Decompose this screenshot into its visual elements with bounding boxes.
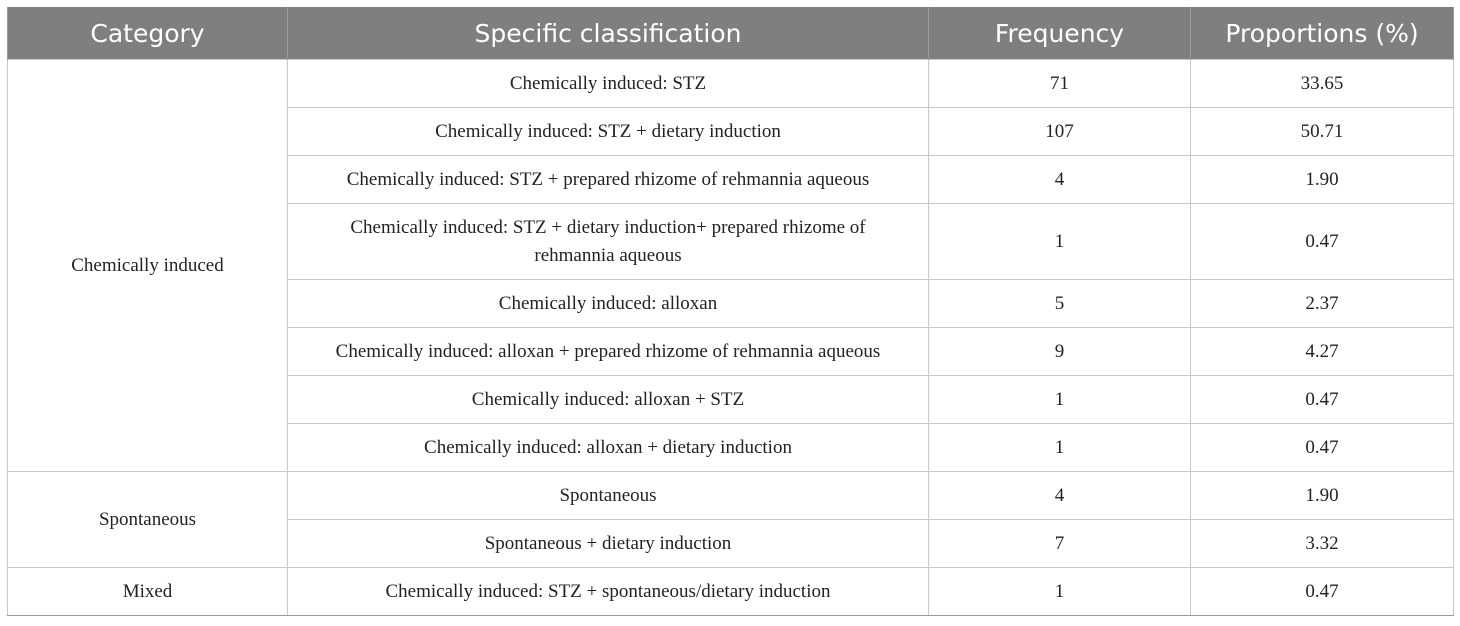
- proportion-cell: 0.47: [1191, 568, 1454, 616]
- table-header: [8, 7, 1454, 60]
- classification-cell: Spontaneous + dietary induction: [288, 520, 929, 568]
- classification-cell: Spontaneous: [288, 472, 929, 520]
- proportion-cell: 50.71: [1191, 108, 1454, 156]
- classification-cell: Chemically induced: alloxan + dietary induction: [288, 424, 929, 472]
- frequency-cell: 7: [929, 520, 1191, 568]
- table-container: [7, 7, 1453, 616]
- category-cell: Spontaneous: [8, 472, 288, 568]
- category-cell: Mixed: [8, 568, 288, 616]
- classification-cell: Chemically induced: STZ: [288, 60, 929, 108]
- frequency-cell: 5: [929, 280, 1191, 328]
- frequency-cell: 4: [929, 472, 1191, 520]
- proportion-cell: 0.47: [1191, 424, 1454, 472]
- header-category: Category: [8, 7, 288, 60]
- header-proportions: Proportions (%): [1191, 7, 1454, 60]
- classification-cell: Chemically induced: STZ + prepared rhizome of rehmannia aqueous: [288, 156, 929, 204]
- classification-cell: [288, 204, 929, 280]
- classification-cell: Chemically induced: alloxan: [288, 280, 929, 328]
- classification-cell: Chemically induced: alloxan + prepared rhizome of rehmannia aqueous: [288, 328, 929, 376]
- classification-text: Chemically induced: STZ + dietary induction+ prepared rhizome of rehmannia aqueous: [350, 216, 866, 266]
- proportion-cell: 4.27: [1191, 328, 1454, 376]
- proportion-cell: 33.65: [1191, 60, 1454, 108]
- header-specific-classification: Specific classification: [288, 7, 929, 60]
- frequency-cell: 1: [929, 424, 1191, 472]
- table-row: [8, 472, 1454, 520]
- frequency-cell: 1: [929, 568, 1191, 616]
- frequency-cell: 1: [929, 204, 1191, 280]
- table-body: [8, 60, 1454, 616]
- proportion-cell: 1.90: [1191, 156, 1454, 204]
- table-row: [8, 568, 1454, 616]
- frequency-cell: 71: [929, 60, 1191, 108]
- proportion-cell: 2.37: [1191, 280, 1454, 328]
- proportion-cell: 3.32: [1191, 520, 1454, 568]
- proportion-cell: 0.47: [1191, 376, 1454, 424]
- header-frequency: Frequency: [929, 7, 1191, 60]
- table-row: [8, 60, 1454, 108]
- classification-table: [7, 7, 1454, 616]
- header-row: [8, 7, 1454, 60]
- classification-cell: Chemically induced: STZ + dietary induction: [288, 108, 929, 156]
- category-cell: Chemically induced: [8, 60, 288, 472]
- classification-cell: Chemically induced: STZ + spontaneous/dietary induction: [288, 568, 929, 616]
- proportion-cell: 0.47: [1191, 204, 1454, 280]
- classification-cell: Chemically induced: alloxan + STZ: [288, 376, 929, 424]
- frequency-cell: 1: [929, 376, 1191, 424]
- frequency-cell: 107: [929, 108, 1191, 156]
- frequency-cell: 9: [929, 328, 1191, 376]
- proportion-cell: 1.90: [1191, 472, 1454, 520]
- frequency-cell: 4: [929, 156, 1191, 204]
